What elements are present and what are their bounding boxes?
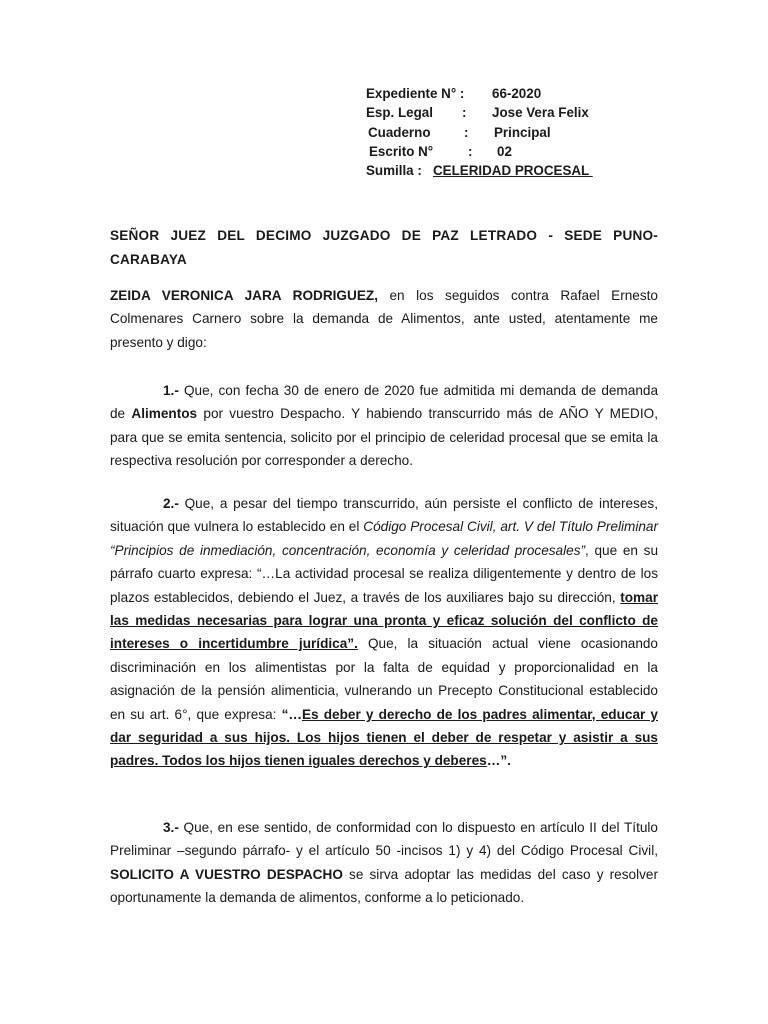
cuaderno-label: Cuaderno <box>368 124 431 140</box>
paragraph-3 <box>110 816 658 910</box>
expediente-label: Expediente N° : <box>366 86 465 101</box>
intro-text: en los seguidos contra Rafael Ernesto Colmenares Carnero sobre la demanda de Alimentos, ante usted, atentamente me presento y digo: <box>110 288 658 350</box>
paragraph-2-text: Que, a pesar del tiempo transcurrido, aún persiste el conflicto de intereses, situación que vulnera lo establecido en el <box>110 496 658 535</box>
paragraph-2-number: 2.- <box>163 496 179 511</box>
paragraph-1-number: 1.- <box>163 383 179 398</box>
paragraph-1 <box>110 379 658 473</box>
addressee-heading: SEÑOR JUEZ DEL DECIMO JUZGADO DE PAZ LETRADO - SEDE PUNO-CARABAYA <box>110 228 658 267</box>
cuaderno-value: Principal <box>494 124 551 140</box>
paragraph-1-text: Que, con fecha 30 de enero de 2020 fue admitida mi demanda de demanda de <box>110 383 658 422</box>
paragraph-3-bold: SOLICITO A VUESTRO DESPACHO <box>110 866 343 882</box>
paragraph-2-emphasis-1: tomar las medidas necesarias para lograr una pronta y eficaz solución del conflicto de intereses o incertidumbre jurídica”. <box>110 589 658 652</box>
sumilla-label: Sumilla : <box>366 163 422 179</box>
paragraph-2 <box>110 492 658 773</box>
paragraph-2-quote-open: “… <box>281 706 302 722</box>
paragraph-3-text: Que, en ese sentido, de conformidad con lo dispuesto en artículo II del Título Preliminar –segundo párrafo- y el artículo 50 -incisos 1) y 4) del Código Procesal Civil, <box>110 820 658 859</box>
paragraph-1-text-2: por vuestro Despacho. Y habiendo transcurrido más de AÑO Y MEDIO, para que se emita sentencia, solicito por el principio de celeridad procesal que se emita la respectiva resolución por corresponder a derecho. <box>110 406 658 469</box>
escrito-label: Escrito N° <box>369 143 434 159</box>
paragraph-2-text-3: Que, la situación actual viene ocasionando discriminación en los alimentistas por la falta de equidad y proporcionalidad en la asignación de la pensión alimenticia, vulnerando un Precepto Constitucional establecido en su art. 6°, que expresa: <box>110 636 658 722</box>
paragraph-3-number: 3.- <box>163 820 179 835</box>
sumilla-value: CELERIDAD PROCESAL <box>433 163 593 179</box>
paragraph-1-bold: Alimentos <box>131 406 198 422</box>
paragraph-2-citation: Código Procesal Civil, art. V del Título Preliminar “Principios de inmediación, concentración, economía y celeridad procesales” <box>110 519 658 558</box>
intro-paragraph <box>110 284 658 354</box>
expediente-value: 66-2020 <box>492 86 542 101</box>
cuaderno-sep: : <box>464 124 469 140</box>
paragraph-2-text-2: , que en su párrafo cuarto expresa: “…La actividad procesal se realiza diligentemente y dentro de los plazos establecidos, debiendo el Juez, a través de los auxiliares bajo su dirección, <box>110 542 658 605</box>
paragraph-2-emphasis-2: Es deber y derecho de los padres alimentar, educar y dar seguridad a sus hijos. Los hijos tienen el deber de respetar y asistir a sus padres. Todos los hijos tienen iguales derechos y deberes <box>110 706 658 769</box>
escrito-value: 02 <box>497 143 512 159</box>
paragraph-2-quote-close: …”. <box>486 753 511 769</box>
paragraph-3-text-2: se sirva adoptar las medidas del caso y resolver oportunamente la demanda de alimentos, conforme a lo peticionado. <box>110 866 658 906</box>
escrito-sep: : <box>468 143 473 159</box>
esp-legal-sep: : <box>462 105 467 121</box>
petitioner-name: ZEIDA VERONICA JARA RODRIGUEZ, <box>110 288 378 303</box>
esp-legal-value: Jose Vera Felix <box>492 105 589 121</box>
esp-legal-label: Esp. Legal <box>366 105 433 121</box>
